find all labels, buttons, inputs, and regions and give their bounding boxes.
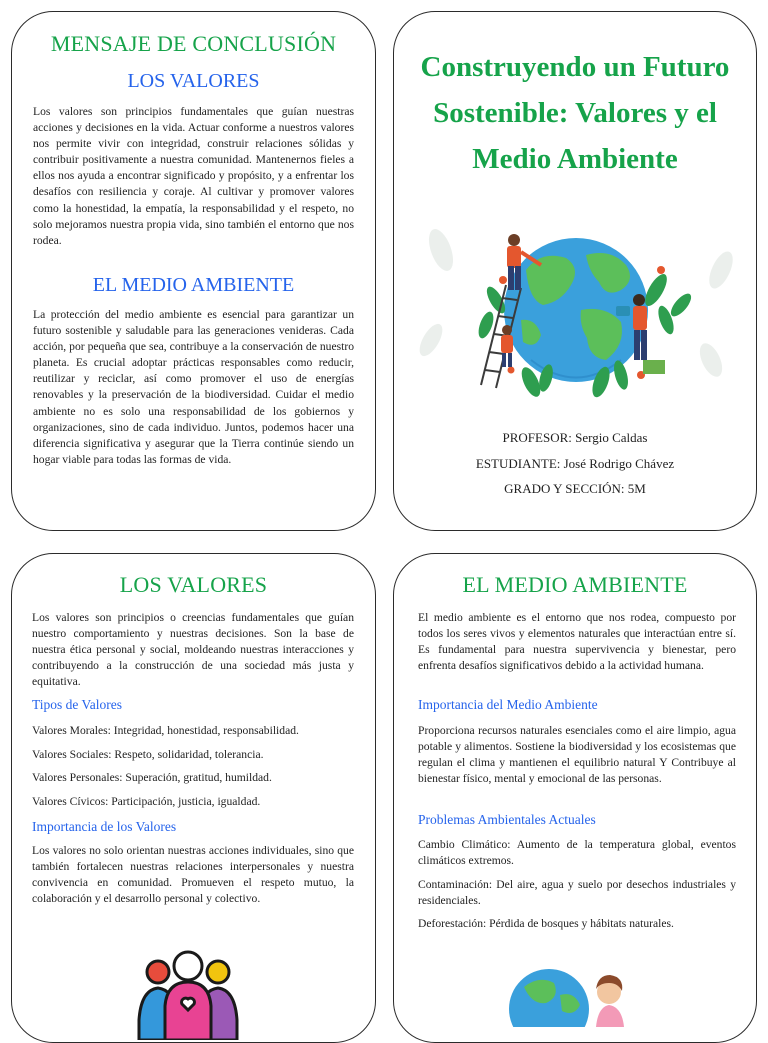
- teacher-name: PROFESOR: Sergio Caldas: [502, 430, 648, 445]
- environment-problem-item: Deforestación: Pérdida de bosques y hábitats naturales.: [418, 917, 674, 930]
- earth-care-illustration: [411, 210, 741, 410]
- grade-section: GRADO Y SECCIÓN: 5M: [504, 481, 646, 496]
- student-name: ESTUDIANTE: José Rodrigo Chávez: [475, 456, 675, 471]
- environment-title: EL MEDIO AMBIENTE: [462, 572, 688, 597]
- conclusion-title: MENSAJE DE CONCLUSIÓN: [50, 31, 337, 56]
- child-icon: [501, 325, 513, 367]
- panel-conclusion: [11, 11, 376, 531]
- conclusion-values-subheading: LOS VALORES: [127, 70, 260, 92]
- values-type-item: Valores Sociales: Respeto, solidaridad, tolerancia.: [32, 748, 264, 761]
- environment-problems-heading: Problemas Ambientales Actuales: [418, 812, 596, 827]
- people-group-icon: [133, 950, 243, 1040]
- conclusion-environment-subheading: EL MEDIO AMBIENTE: [92, 274, 295, 296]
- environment-importance-heading: Importancia del Medio Ambiente: [418, 697, 598, 712]
- environment-importance-text: Proporciona recursos naturales esenciales como el aire limpio, agua potable y alimentos. Sostiene la biodiversidad y los ecosistemas que regulan el clima y mantienen el equilibrio natural Y Contribuye al bienestar físico, mental y emocional de las personas.: [418, 724, 736, 786]
- values-importance-text: Los valores no solo orientan nuestras acciones individuales, sino que también fortalecen nuestras relaciones interpersonales y nuestra convivencia en comunidad. Promueven el respeto mutuo, la colaboración y el desarrollo personal y colectivo.: [32, 844, 354, 906]
- values-intro: Los valores son principios o creencias fundamentales que guían nuestro comportamiento y nuestras decisiones. Son la base de nuestra ética personal y social, moldeando nuestras interacciones y contribuyendo a la construcción de una sociedad más justa y equitativa.: [32, 611, 354, 689]
- conclusion-values-text: Los valores son principios fundamentales que guían nuestras acciones y decisiones en la vida. Actuar conforme a nuestros valores nos permite vivir con integridad, construir relaciones sólidas y contribuir positivamente a nuestra comunidad. Mantenernos fieles a ellos nos ayuda a encontrar significado y propósito, y a enfrentar los desafíos con resiliencia y coraje. Al cultivar y promover valores como la honestidad, la empatía, la responsabilidad y el respeto, no solo mejoramos nuestra propia vida, sino también el entorno que nos rodea.: [33, 105, 354, 247]
- values-type-item: Valores Personales: Superación, gratitud, humildad.: [32, 771, 272, 784]
- conclusion-environment-text: La protección del medio ambiente es esencial para garantizar un futuro sostenible y saludable para las generaciones venideras. Cada acción, por pequeña que sea, contribuye a la conservación de nuestro planeta. Es crucial adoptar prácticas responsables como reducir, reutilizar y reciclar, así como promover el uso de energías renovables y la preservación de la biodiversidad. Cuidar el medio ambiente no es solo una responsabilidad de los gobiernos y organizaciones, sino de cada individuo. Juntos, podemos hacer una diferencia significativa y asegurar que la Tierra continúe siendo un hogar viable para todas las formas de vida.: [33, 308, 354, 466]
- environment-intro: El medio ambiente es el entorno que nos rodea, compuesto por todos los seres vivos y elementos naturales que interactúan entre sí. Es fundamental para nuestra supervivencia y bienestar, pero enfrenta desafíos significativos debido a la actividad humana.: [418, 611, 736, 673]
- girl-icon: [596, 975, 624, 1027]
- values-importance-heading: Importancia de los Valores: [32, 819, 177, 834]
- panel-environment: [393, 553, 757, 1043]
- cover-title: Construyendo un Futuro Sostenible: Valores y el Medio Ambiente: [420, 51, 730, 175]
- panel-values: [11, 553, 376, 1043]
- values-type-item: Valores Morales: Integridad, honestidad, responsabilidad.: [32, 724, 299, 737]
- values-title: LOS VALORES: [119, 572, 268, 597]
- environment-problem-item: Cambio Climático: Aumento de la temperatura global, eventos climáticos extremos.: [418, 838, 736, 868]
- values-type-item: Valores Cívicos: Participación, justicia, igualdad.: [32, 795, 261, 808]
- values-types-heading: Tipos de Valores: [32, 697, 123, 712]
- panel-cover: [393, 11, 757, 531]
- earth-hug-icon: [494, 947, 654, 1027]
- environment-problem-item: Contaminación: Del aire, agua y suelo por desechos industriales y residenciales.: [418, 878, 736, 908]
